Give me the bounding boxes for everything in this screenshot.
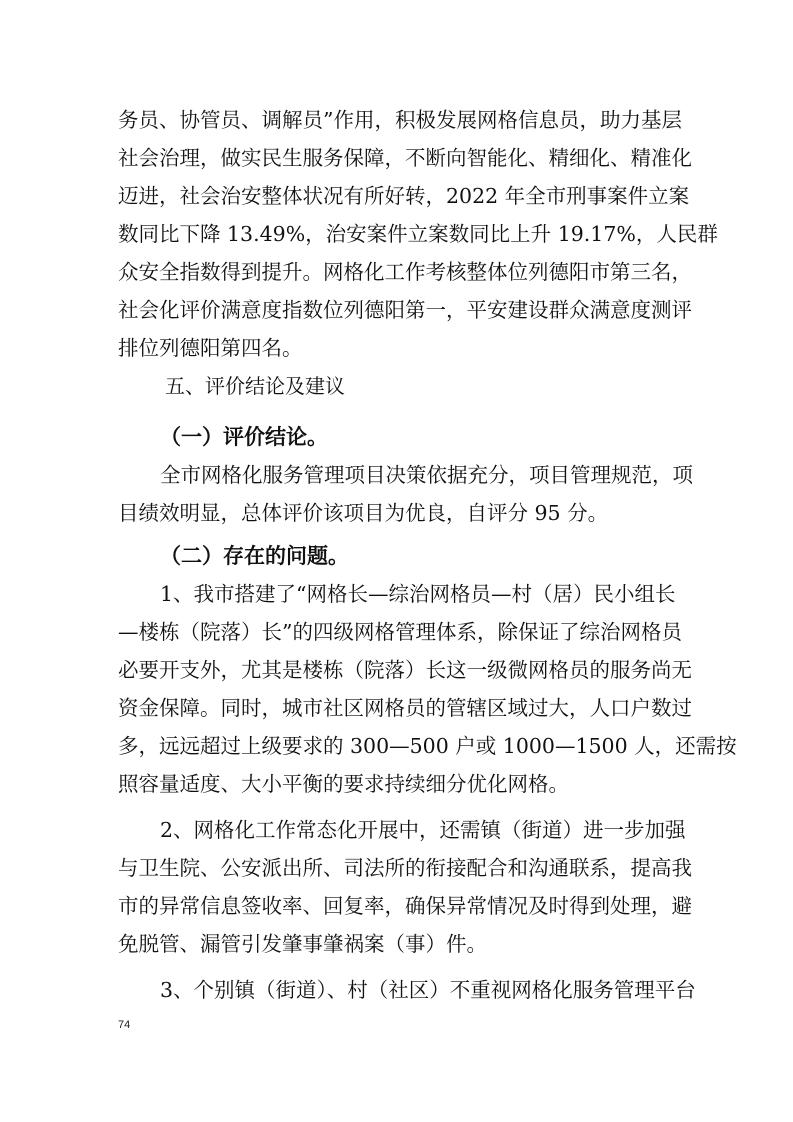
text-line: 资金保障。同时，城市社区网格员的管辖区域过大，人口户数过 xyxy=(118,696,692,720)
text-line: 1、我市搭建了“网格长—综治网格员—村（居）民小组长 xyxy=(160,582,676,606)
text-line: 2、网格化工作常态化开展中，还需镇（街道）进一步加强 xyxy=(160,818,686,842)
text-line: 众安全指数得到提升。网格化工作考核整体位列德阳市第三名， xyxy=(118,260,692,284)
text-line: 免脱管、漏管引发肇事肇祸案（事）件。 xyxy=(118,932,487,956)
text-line: 务员、协管员、调解员”作用，积极发展网格信息员，助力基层 xyxy=(118,108,682,132)
text-line: 迈进，社会治安整体状况有所好转，2022 年全市刑事案件立案 xyxy=(118,184,690,208)
text-line: 排位列德阳第四名。 xyxy=(118,336,303,360)
text-line: 数同比下降 13.49%，治安案件立案数同比上升 19.17%，人民群 xyxy=(118,222,718,246)
subheading-conclusion: （一）评价结论。 xyxy=(160,424,328,449)
section-heading: 五、评价结论及建议 xyxy=(165,374,345,398)
text-line: 照容量适度、大小平衡的要求持续细分优化网格。 xyxy=(118,772,569,796)
text-line: 多，远远超过上级要求的 300—500 户或 1000—1500 人，还需按 xyxy=(118,734,737,758)
text-line: 目绩效明显，总体评价该项目为优良，自评分 95 分。 xyxy=(118,501,609,525)
page-number: 74 xyxy=(118,1019,131,1031)
text-line: 社会治理，做实民生服务保障，不断向智能化、精细化、精准化 xyxy=(118,146,692,170)
text-line: 全市网格化服务管理项目决策依据充分，项目管理规范，项 xyxy=(160,463,693,487)
subheading-problems: （二）存在的问题。 xyxy=(160,543,349,568)
text-line: 社会化评价满意度指数位列德阳第一，平安建设群众满意度测评 xyxy=(118,298,692,322)
text-line: 3、个别镇（街道）、村（社区）不重视网格化服务管理平台 xyxy=(160,978,696,1002)
text-line: —楼栋（院落）长”的四级网格管理体系，除保证了综治网格员 xyxy=(118,620,682,644)
text-line: 与卫生院、公安派出所、司法所的衔接配合和沟通联系，提高我 xyxy=(118,856,692,880)
text-line: 必要开支外，尤其是楼栋（院落）长这一级微网格员的服务尚无 xyxy=(118,658,692,682)
text-line: 市的异常信息签收率、回复率，确保异常情况及时得到处理，避 xyxy=(118,894,692,918)
